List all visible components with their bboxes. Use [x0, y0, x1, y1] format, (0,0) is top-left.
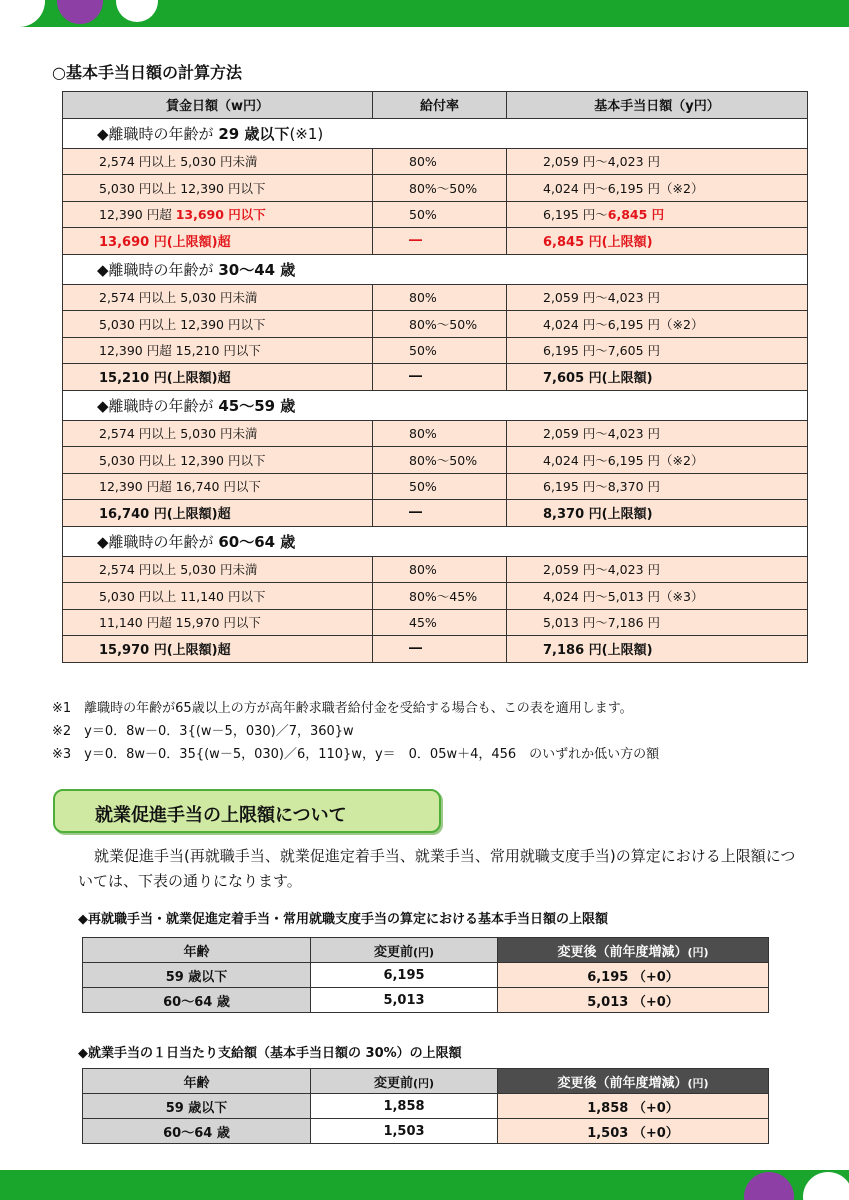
after-cell: 6,195 （+0） — [498, 963, 769, 988]
rate-cell: 50% — [373, 337, 507, 364]
footnote-2: ※2 y＝0．8w－0．3{(w－5，030)／7，360}w — [52, 724, 354, 739]
wage-cell: 5,030 円以上 12,390 円以下 — [63, 447, 373, 474]
wage-cell: 12,390 円超 15,210 円以下 — [63, 337, 373, 364]
table-row — [63, 609, 808, 636]
white-circle-decor — [803, 1172, 849, 1200]
table3-heading: ◆就業手当の１日当たり支給額（基本手当日額の 30%）の上限額 — [78, 1046, 462, 1061]
before-cell: 1,503 — [311, 1119, 498, 1144]
wage-cell: 2,574 円以上 5,030 円未満 — [63, 556, 373, 583]
age-group-label: ◆離職時の年齢が 60～64 歳 — [63, 526, 808, 556]
age-cell: 59 歳以下 — [83, 963, 311, 988]
header-before: 変更前(円) — [311, 938, 498, 963]
amount-cell: 5,013 円～7,186 円 — [507, 609, 808, 636]
amount-cell: 2,059 円～4,023 円 — [507, 420, 808, 447]
limit-wage-cell: 13,690 円(上限額)超 — [63, 228, 373, 255]
limit-row — [63, 636, 808, 663]
age-group-row — [63, 254, 808, 284]
table-row — [63, 473, 808, 500]
rate-cell: 80%～45% — [373, 583, 507, 610]
age-group-label: ◆離職時の年齢が 45～59 歳 — [63, 390, 808, 420]
rate-cell: 50% — [373, 201, 507, 228]
amount-cell: 2,059 円～4,023 円 — [507, 284, 808, 311]
header-after: 変更後（前年度増減）(円) — [498, 1069, 769, 1094]
table-row — [83, 1094, 769, 1119]
banner-title: 就業促進手当の上限額について — [95, 805, 347, 826]
purple-circle-decor — [744, 1172, 794, 1200]
body-paragraph — [78, 844, 798, 894]
table-header-row — [83, 938, 769, 963]
age-group-row — [63, 526, 808, 556]
before-cell: 5,013 — [311, 988, 498, 1013]
table-row — [63, 447, 808, 474]
rate-cell: 80%～50% — [373, 311, 507, 338]
table-header-row — [83, 1069, 769, 1094]
table-row — [63, 284, 808, 311]
footnote-3: ※3 y＝0．8w－0．35{(w－5，030)／6，110}w，y＝ 0．05w＋4，456 のいずれか低い方の額 — [52, 747, 660, 762]
limit-amount-cell: 7,186 円(上限額) — [507, 636, 808, 663]
amount-cell: 4,024 円～5,013 円（※3） — [507, 583, 808, 610]
age-group-row — [63, 390, 808, 420]
table-row — [83, 1119, 769, 1144]
amount-cell: 6,195 円～6,845 円 — [507, 201, 808, 228]
table2-heading: ◆再就職手当・就業促進定着手当・常用就職支度手当の算定における基本手当日額の上限額 — [78, 912, 608, 927]
limit-rate-cell: ― — [373, 500, 507, 527]
reemployment-limit-table — [82, 937, 769, 1013]
rate-cell: 80% — [373, 420, 507, 447]
wage-cell: 12,390 円超 16,740 円以下 — [63, 473, 373, 500]
limit-rate-cell: ― — [373, 636, 507, 663]
table-header-row — [63, 92, 808, 119]
after-cell: 5,013 （+0） — [498, 988, 769, 1013]
limit-rate-cell: ― — [373, 228, 507, 255]
rate-cell: 80% — [373, 284, 507, 311]
age-group-label: ◆離職時の年齢が 30～44 歳 — [63, 254, 808, 284]
limit-wage-cell: 15,970 円(上限額)超 — [63, 636, 373, 663]
before-cell: 1,858 — [311, 1094, 498, 1119]
table-row — [63, 337, 808, 364]
amount-cell: 6,195 円～8,370 円 — [507, 473, 808, 500]
limit-amount-cell: 8,370 円(上限額) — [507, 500, 808, 527]
limit-wage-cell: 16,740 円(上限額)超 — [63, 500, 373, 527]
header-rate: 給付率 — [373, 92, 507, 119]
footnote-1: ※1 離職時の年齢が65歳以上の方が高年齢求職者給付金を受給する場合も、この表を適用します。 — [52, 701, 633, 716]
wage-cell: 12,390 円超 13,690 円以下 — [63, 201, 373, 228]
rate-cell: 50% — [373, 473, 507, 500]
age-group-label: ◆離職時の年齢が 29 歳以下(※1) — [63, 118, 808, 148]
limit-row — [63, 500, 808, 527]
table-row — [83, 963, 769, 988]
footnotes — [52, 697, 659, 766]
amount-cell: 4,024 円～6,195 円（※2） — [507, 447, 808, 474]
wage-cell: 2,574 円以上 5,030 円未満 — [63, 420, 373, 447]
after-cell: 1,503 （+0） — [498, 1119, 769, 1144]
table-row — [63, 420, 808, 447]
header-age: 年齢 — [83, 938, 311, 963]
age-group-row — [63, 118, 808, 148]
rate-cell: 45% — [373, 609, 507, 636]
age-cell: 60～64 歳 — [83, 988, 311, 1013]
before-cell: 6,195 — [311, 963, 498, 988]
amount-cell: 2,059 円～4,023 円 — [507, 556, 808, 583]
table-row — [63, 583, 808, 610]
purple-circle-decor — [57, 0, 103, 24]
wage-cell: 5,030 円以上 11,140 円以下 — [63, 583, 373, 610]
amount-cell: 4,024 円～6,195 円（※2） — [507, 175, 808, 202]
white-circle-decor — [116, 0, 158, 22]
wage-cell: 5,030 円以上 12,390 円以下 — [63, 311, 373, 338]
amount-cell: 2,059 円～4,023 円 — [507, 148, 808, 175]
limit-amount-cell: 6,845 円(上限額) — [507, 228, 808, 255]
header-before: 変更前(円) — [311, 1069, 498, 1094]
rate-cell: 80%～50% — [373, 447, 507, 474]
header-age: 年齢 — [83, 1069, 311, 1094]
rate-cell: 80%～50% — [373, 175, 507, 202]
header-after: 変更後（前年度増減）(円) — [498, 938, 769, 963]
limit-wage-cell: 15,210 円(上限額)超 — [63, 364, 373, 391]
amount-cell: 4,024 円～6,195 円（※2） — [507, 311, 808, 338]
header-wage: 賃金日額（w円） — [63, 92, 373, 119]
limit-row — [63, 364, 808, 391]
table-row — [63, 556, 808, 583]
table-row — [63, 175, 808, 202]
bottom-decor-bar — [0, 1170, 849, 1200]
age-cell: 59 歳以下 — [83, 1094, 311, 1119]
basic-allowance-table — [62, 91, 808, 663]
body-paragraph-text: 就業促進手当(再就職手当、就業促進定着手当、就業手当、常用就職支度手当)の算定における上限額については、下表の通りになります。 — [78, 847, 796, 890]
limit-row — [63, 228, 808, 255]
table-row — [63, 148, 808, 175]
after-cell: 1,858 （+0） — [498, 1094, 769, 1119]
section-banner — [53, 789, 441, 833]
age-cell: 60～64 歳 — [83, 1119, 311, 1144]
employment-allowance-limit-table — [82, 1068, 769, 1144]
table-row — [63, 201, 808, 228]
table-row — [83, 988, 769, 1013]
table-row — [63, 311, 808, 338]
limit-amount-cell: 7,605 円(上限額) — [507, 364, 808, 391]
top-decor-bar — [0, 0, 849, 27]
top-decor-cutout — [0, 0, 45, 27]
rate-cell: 80% — [373, 148, 507, 175]
wage-cell: 2,574 円以上 5,030 円未満 — [63, 148, 373, 175]
wage-cell: 5,030 円以上 12,390 円以下 — [63, 175, 373, 202]
rate-cell: 80% — [373, 556, 507, 583]
amount-cell: 6,195 円～7,605 円 — [507, 337, 808, 364]
limit-rate-cell: ― — [373, 364, 507, 391]
section-title: ○基本手当日額の計算方法 — [52, 63, 242, 82]
header-amount: 基本手当日額（y円） — [507, 92, 808, 119]
wage-cell: 2,574 円以上 5,030 円未満 — [63, 284, 373, 311]
wage-cell: 11,140 円超 15,970 円以下 — [63, 609, 373, 636]
